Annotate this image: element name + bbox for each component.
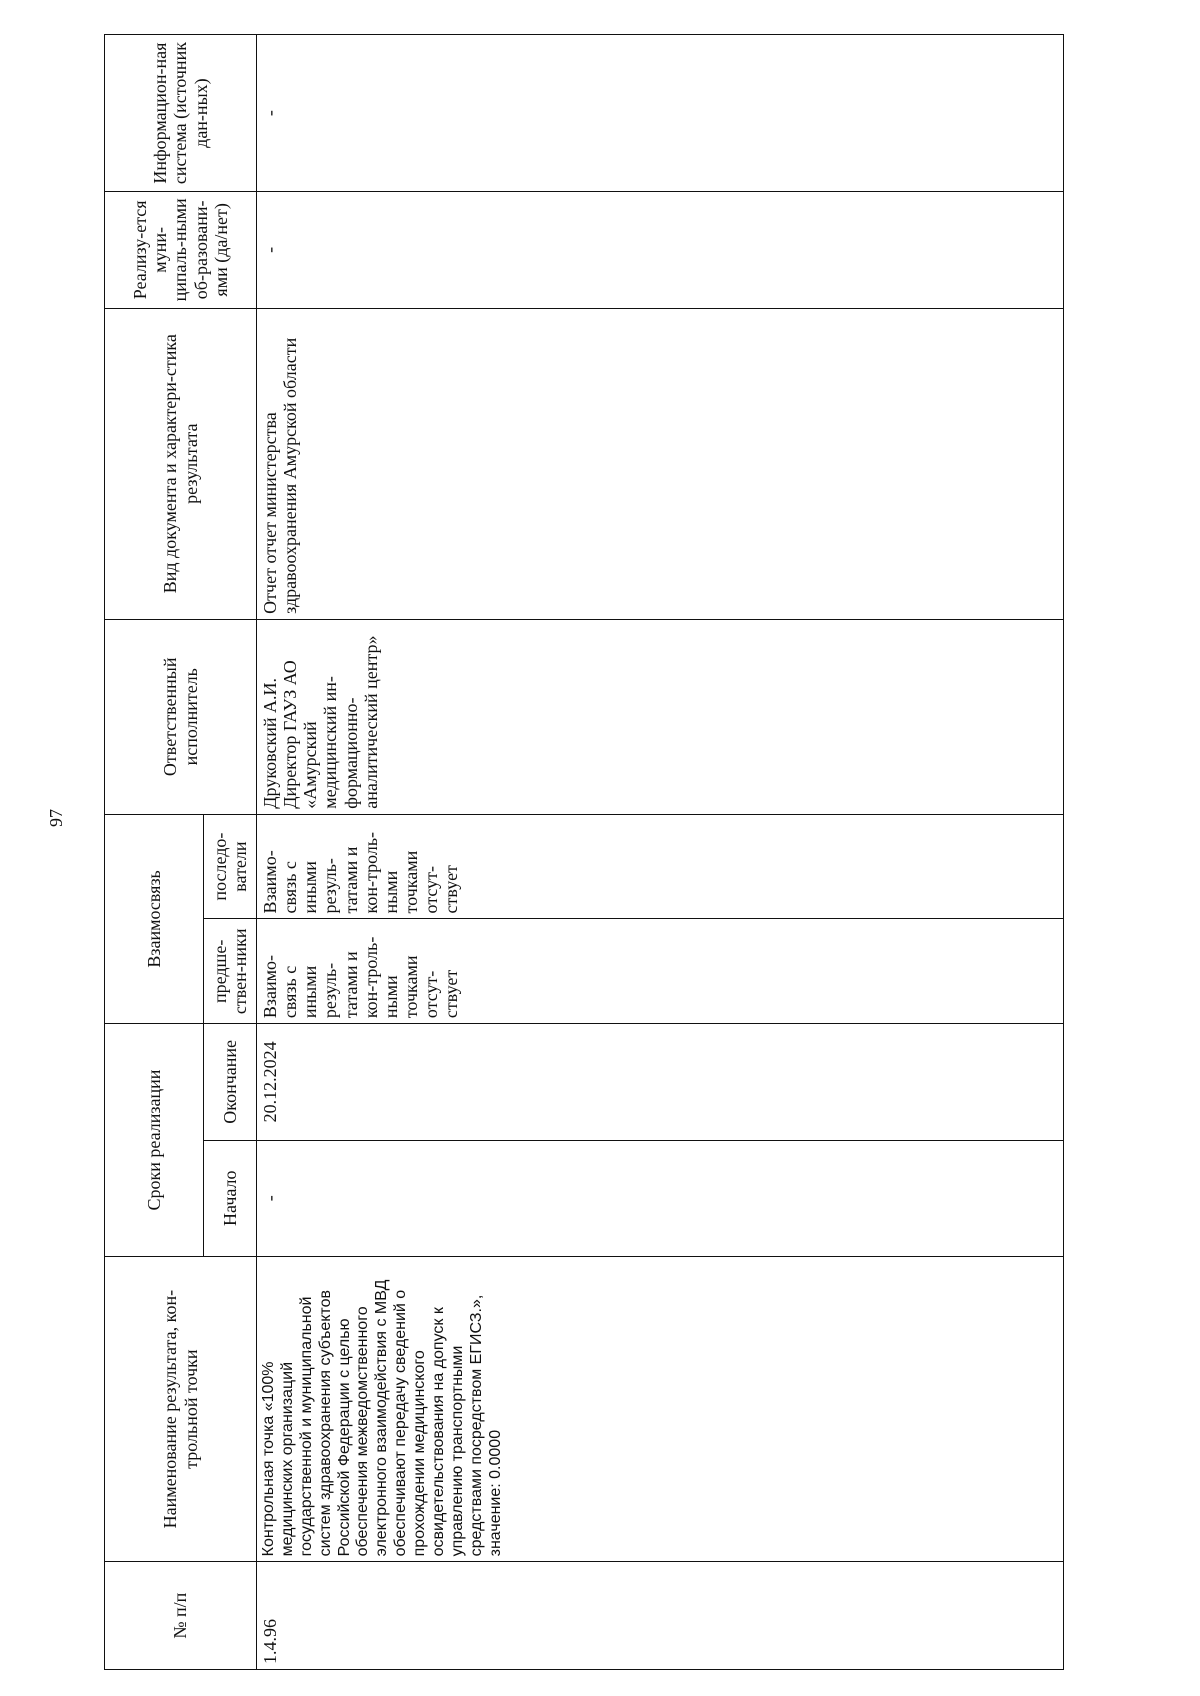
cell-start: - (257, 1140, 1064, 1256)
header-relation: Взаимосвязь (105, 814, 204, 1023)
cell-responsible: Друковский А.И. Директор ГАУЗ АО «Амурский медицинский ин-формационно-аналитический центр» (257, 619, 1064, 814)
cell-num: 1.4.96 (257, 1562, 1064, 1670)
header-successors: последо-ватели (204, 814, 257, 919)
cell-predecessors: Взаимо-связь с иными резуль-татами и кон-троль-ными точками отсут-ствует (257, 919, 1064, 1024)
rotated-table-container (104, 34, 1054, 1670)
cell-successors: Взаимо-связь с иными резуль-татами и кон-троль-ными точками отсут-ствует (257, 814, 1064, 919)
cell-municipal: - (257, 192, 1064, 308)
header-info-system: Информацион-ная система (источник дан-ных) (105, 35, 257, 192)
table-row (257, 35, 1064, 1670)
header-start: Начало (204, 1140, 257, 1256)
header-document: Вид документа и характери-стика результата (105, 308, 257, 619)
cell-info-system: - (257, 35, 1064, 192)
header-responsible: Ответственный исполнитель (105, 619, 257, 814)
results-table (104, 34, 1064, 1670)
header-num: № п/п (105, 1562, 257, 1670)
header-terms: Сроки реализации (105, 1024, 204, 1257)
header-end: Окончание (204, 1024, 257, 1140)
page-number: 97 (46, 809, 66, 827)
cell-end: 20.12.2024 (257, 1024, 1064, 1140)
cell-document: Отчет отчет министерства здравоохранения Амурской области (257, 308, 1064, 619)
header-municipal: Реализу-ется муни-ципаль-ными об-разовани-ями (да/нет) (105, 192, 257, 308)
header-predecessors: предше-ствен-ники (204, 919, 257, 1024)
cell-name: Контрольная точка «100% медицинских организаций государственной и муниципальной систем здравоохранения субъектов Российской Федерации с целью обеспечения межведомственного электронного взаимодействия с МВД обеспечивают передачу сведений о прохождении медицинского освидетельствования на допуск к управлению транспортными средствами посредством ЕГИСЗ.», значение: 0.0000 (257, 1256, 1064, 1561)
header-name: Наименование результата, кон-трольной точки (105, 1256, 257, 1561)
